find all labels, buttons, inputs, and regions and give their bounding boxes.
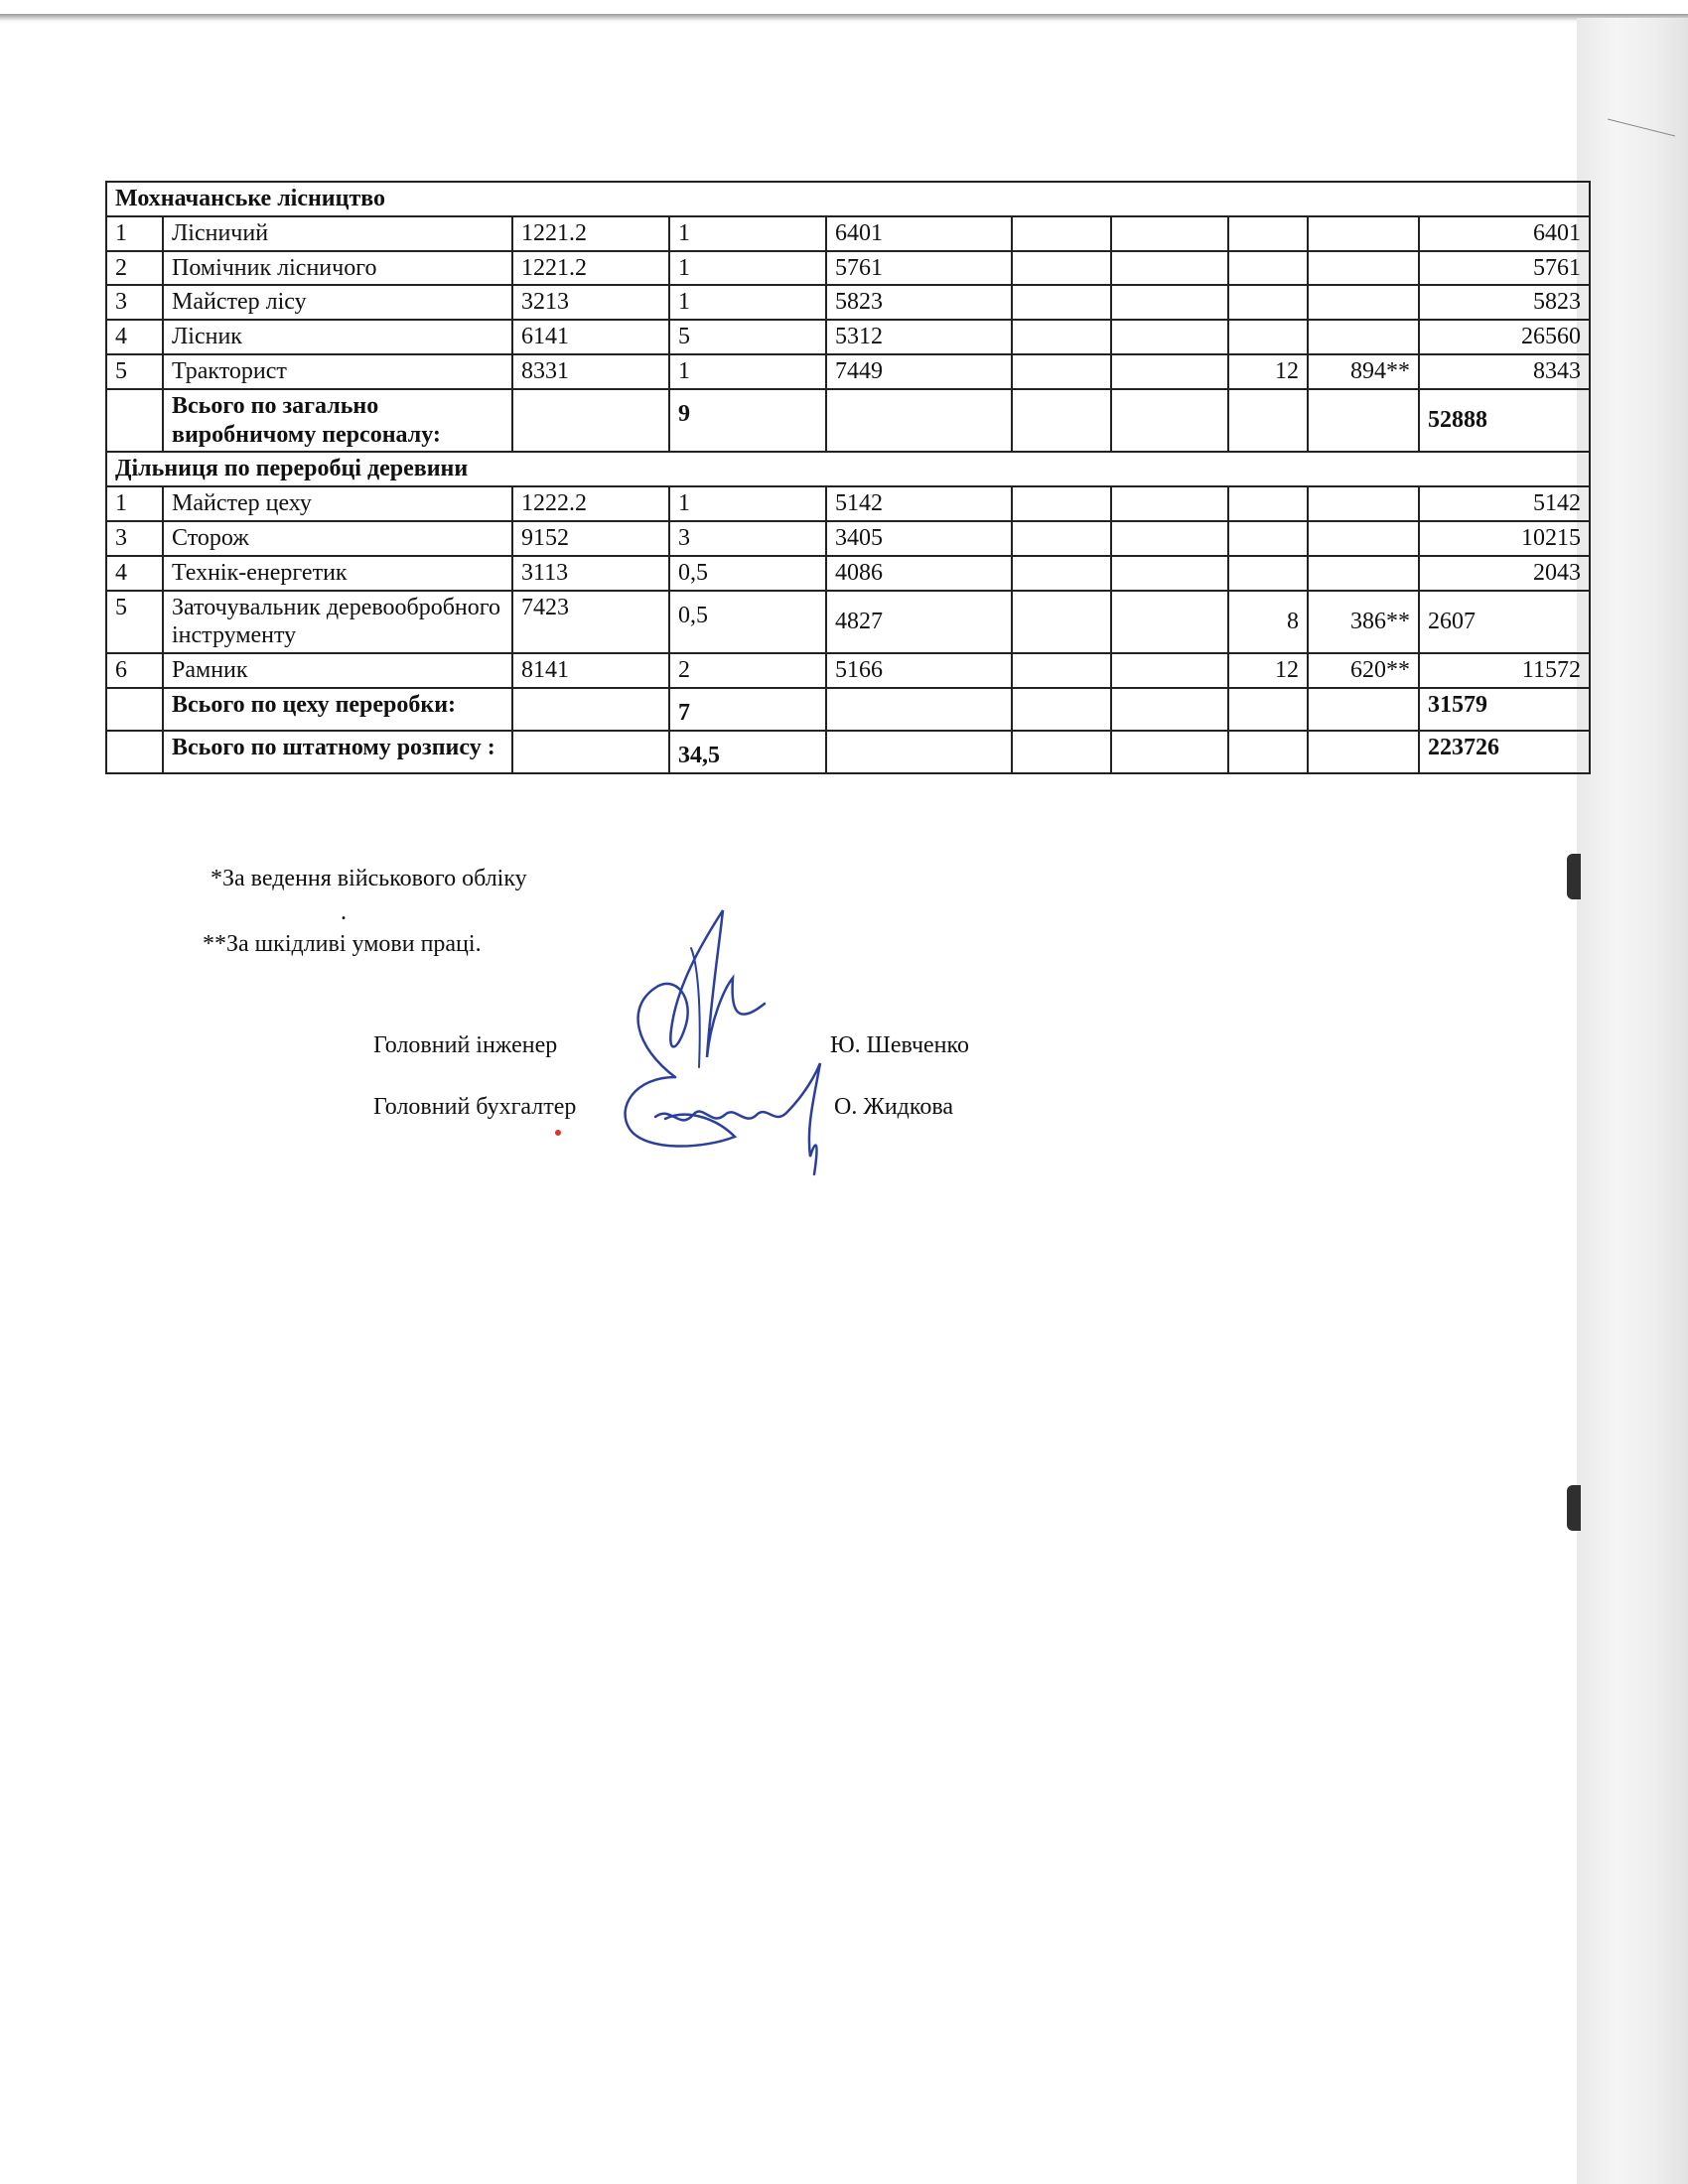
total-cell: 5823 <box>1419 285 1590 320</box>
empty-cell <box>1012 521 1111 556</box>
empty-cell <box>1012 320 1111 354</box>
total-cell: 8343 <box>1419 354 1590 389</box>
position-cell: Сторож <box>163 521 512 556</box>
position-cell: Заточувальник деревообробного інструменту <box>163 591 512 654</box>
total-cell: 26560 <box>1419 320 1590 354</box>
section-header-row <box>106 182 1590 216</box>
empty-cell <box>1111 216 1228 251</box>
total-cell: 6401 <box>1419 216 1590 251</box>
qty-cell: 5 <box>669 320 826 354</box>
table-row <box>106 556 1590 591</box>
empty-cell <box>1308 216 1419 251</box>
subtotal-total: 31579 <box>1419 688 1590 731</box>
code-cell: 3113 <box>512 556 669 591</box>
empty-cell <box>106 389 163 453</box>
qty-cell: 1 <box>669 251 826 286</box>
empty-cell <box>1308 320 1419 354</box>
position-cell: Тракторист <box>163 354 512 389</box>
qty-cell: 1 <box>669 486 826 521</box>
rate-percent-cell: 12 <box>1228 653 1308 688</box>
bonus-cell: 894** <box>1308 354 1419 389</box>
code-cell: 1221.2 <box>512 216 669 251</box>
row-number: 3 <box>106 521 163 556</box>
qty-cell: 3 <box>669 521 826 556</box>
table-row <box>106 486 1590 521</box>
row-number: 5 <box>106 591 163 654</box>
qty-cell: 1 <box>669 285 826 320</box>
empty-cell <box>1012 653 1111 688</box>
salary-cell: 3405 <box>826 521 1012 556</box>
table-row <box>106 320 1590 354</box>
position-cell: Помічник лісничого <box>163 251 512 286</box>
subtotal-qty: 9 <box>669 389 826 453</box>
row-number: 3 <box>106 285 163 320</box>
salary-cell: 7449 <box>826 354 1012 389</box>
empty-cell <box>1111 389 1228 453</box>
scan-top-shadow <box>0 14 1688 24</box>
subtotal-label: Всього по загально виробничому персоналу: <box>163 389 512 453</box>
empty-cell <box>1228 486 1308 521</box>
salary-cell: 6401 <box>826 216 1012 251</box>
subtotal-qty: 7 <box>669 688 826 731</box>
accountant-signature <box>616 1057 854 1176</box>
empty-cell <box>1012 389 1111 453</box>
empty-cell <box>1012 251 1111 286</box>
empty-cell <box>1012 591 1111 654</box>
table-row <box>106 354 1590 389</box>
total-cell: 2607 <box>1419 591 1590 654</box>
position-cell: Рамник <box>163 653 512 688</box>
empty-cell <box>1228 521 1308 556</box>
empty-cell <box>512 688 669 731</box>
salary-cell: 4086 <box>826 556 1012 591</box>
empty-cell <box>1111 285 1228 320</box>
row-number: 4 <box>106 320 163 354</box>
total-cell: 5142 <box>1419 486 1590 521</box>
empty-cell <box>106 688 163 731</box>
row-number: 5 <box>106 354 163 389</box>
empty-cell <box>1308 486 1419 521</box>
empty-cell <box>1111 320 1228 354</box>
table-row <box>106 251 1590 286</box>
punch-hole <box>1567 854 1581 899</box>
empty-cell <box>1228 285 1308 320</box>
grand-total-qty: 34,5 <box>669 731 826 773</box>
salary-cell: 4827 <box>826 591 1012 654</box>
empty-cell <box>1111 653 1228 688</box>
qty-cell: 2 <box>669 653 826 688</box>
empty-cell <box>1012 285 1111 320</box>
row-number: 2 <box>106 251 163 286</box>
empty-cell <box>1308 521 1419 556</box>
engineer-name: Ю. Шевченко <box>830 1032 969 1058</box>
empty-cell <box>1111 521 1228 556</box>
code-cell: 9152 <box>512 521 669 556</box>
table-row <box>106 285 1590 320</box>
position-cell: Майстер цеху <box>163 486 512 521</box>
grand-total-total: 223726 <box>1419 731 1590 773</box>
empty-cell <box>1228 389 1308 453</box>
empty-cell <box>1228 688 1308 731</box>
empty-cell <box>1111 251 1228 286</box>
row-number: 1 <box>106 486 163 521</box>
table-row <box>106 521 1590 556</box>
empty-cell <box>1228 251 1308 286</box>
empty-cell <box>106 731 163 773</box>
total-cell: 5761 <box>1419 251 1590 286</box>
note-harmful: **За шкідливі умови праці. <box>203 931 482 957</box>
total-cell: 11572 <box>1419 653 1590 688</box>
empty-cell <box>1228 556 1308 591</box>
row-number: 1 <box>106 216 163 251</box>
position-cell: Майстер лісу <box>163 285 512 320</box>
note-dot: . <box>341 899 347 925</box>
rate-percent-cell: 12 <box>1228 354 1308 389</box>
row-number: 6 <box>106 653 163 688</box>
code-cell: 1221.2 <box>512 251 669 286</box>
empty-cell <box>1308 389 1419 453</box>
table-row <box>106 216 1590 251</box>
empty-cell <box>1308 688 1419 731</box>
empty-cell <box>1012 556 1111 591</box>
note-military: *За ведення військового обліку <box>211 866 527 891</box>
grand-total-row <box>106 731 1590 773</box>
page-edge-strip <box>1577 18 1688 2184</box>
ink-dot <box>555 1130 561 1136</box>
position-cell: Лісник <box>163 320 512 354</box>
empty-cell <box>1228 216 1308 251</box>
empty-cell <box>512 731 669 773</box>
subtotal-row <box>106 389 1590 453</box>
accountant-name: О. Жидкова <box>834 1094 953 1120</box>
salary-cell: 5761 <box>826 251 1012 286</box>
table-row <box>106 591 1590 654</box>
position-cell: Технік-енергетик <box>163 556 512 591</box>
subtotal-label: Всього по цеху переробки: <box>163 688 512 731</box>
qty-cell: 0,5 <box>669 591 826 654</box>
position-cell: Лісничий <box>163 216 512 251</box>
empty-cell <box>1111 731 1228 773</box>
empty-cell <box>826 389 1012 453</box>
bonus-cell: 386** <box>1308 591 1419 654</box>
salary-cell: 5312 <box>826 320 1012 354</box>
salary-cell: 5166 <box>826 653 1012 688</box>
empty-cell <box>826 731 1012 773</box>
empty-cell <box>1228 731 1308 773</box>
empty-cell <box>1111 486 1228 521</box>
code-cell: 8141 <box>512 653 669 688</box>
qty-cell: 1 <box>669 216 826 251</box>
total-cell: 2043 <box>1419 556 1590 591</box>
empty-cell <box>1012 688 1111 731</box>
accountant-title: Головний бухгалтер <box>373 1094 577 1120</box>
empty-cell <box>1308 285 1419 320</box>
code-cell: 1222.2 <box>512 486 669 521</box>
row-number: 4 <box>106 556 163 591</box>
empty-cell <box>512 389 669 453</box>
empty-cell <box>1308 251 1419 286</box>
total-cell: 10215 <box>1419 521 1590 556</box>
qty-cell: 0,5 <box>669 556 826 591</box>
empty-cell <box>1308 556 1419 591</box>
empty-cell <box>1012 731 1111 773</box>
empty-cell <box>1111 688 1228 731</box>
punch-hole <box>1567 1485 1581 1531</box>
staff-schedule-table <box>105 181 1591 774</box>
table-row <box>106 653 1590 688</box>
section-title: Мохначанське лісництво <box>106 182 1590 216</box>
empty-cell <box>1111 591 1228 654</box>
bonus-cell: 620** <box>1308 653 1419 688</box>
empty-cell <box>1228 320 1308 354</box>
empty-cell <box>1308 731 1419 773</box>
grand-total-label: Всього по штатному розпису : <box>163 731 512 773</box>
empty-cell <box>1111 354 1228 389</box>
code-cell: 8331 <box>512 354 669 389</box>
subtotal-row <box>106 688 1590 731</box>
salary-cell: 5823 <box>826 285 1012 320</box>
empty-cell <box>1012 486 1111 521</box>
section-header-row <box>106 452 1590 486</box>
code-cell: 6141 <box>512 320 669 354</box>
empty-cell <box>826 688 1012 731</box>
code-cell: 7423 <box>512 591 669 654</box>
qty-cell: 1 <box>669 354 826 389</box>
subtotal-total: 52888 <box>1419 389 1590 453</box>
engineer-title: Головний інженер <box>373 1032 558 1058</box>
section-title: Дільниця по переробці деревини <box>106 452 1590 486</box>
code-cell: 3213 <box>512 285 669 320</box>
empty-cell <box>1012 354 1111 389</box>
empty-cell <box>1111 556 1228 591</box>
empty-cell <box>1012 216 1111 251</box>
rate-percent-cell: 8 <box>1228 591 1308 654</box>
salary-cell: 5142 <box>826 486 1012 521</box>
